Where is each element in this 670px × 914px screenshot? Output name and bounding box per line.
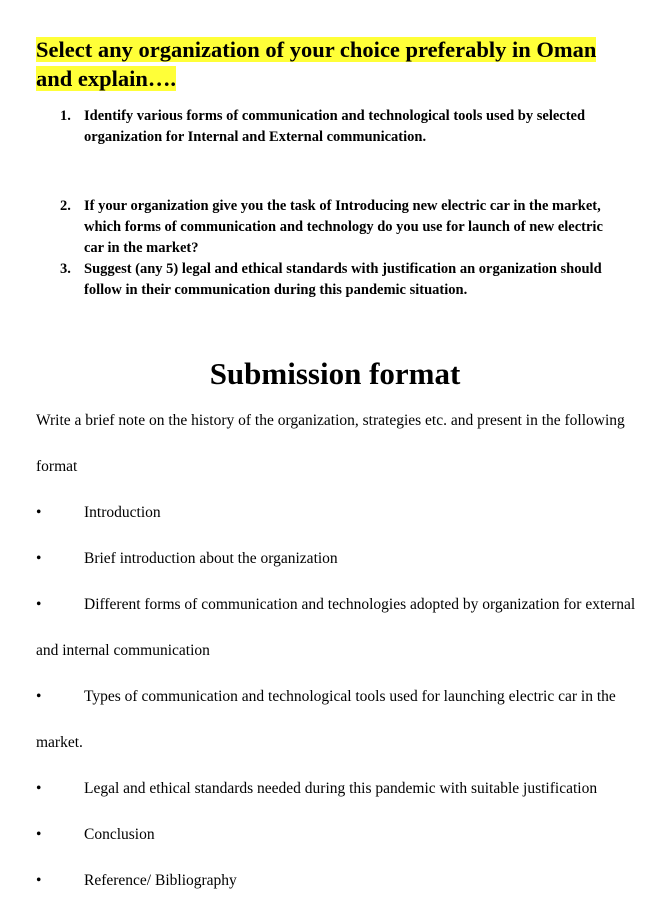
bullet-continuation: and internal communication xyxy=(36,642,210,659)
bullet-symbol: • xyxy=(36,504,42,521)
submission-format-title: Submission format xyxy=(209,356,461,391)
bullet-symbol: • xyxy=(36,550,42,567)
bullet-text: Conclusion xyxy=(84,826,155,843)
question-number: 1. xyxy=(60,108,71,124)
bullet-text: Different forms of communication and technologies adopted by organization for external xyxy=(84,596,636,613)
question-line: car in the market? xyxy=(84,240,199,256)
bullet-text: Reference/ Bibliography xyxy=(84,872,237,889)
question-text xyxy=(84,259,660,301)
assignment-heading xyxy=(36,35,646,93)
question-line: Identify various forms of communication and technological tools used by selected xyxy=(84,108,586,124)
heading-line-2: and explain…. xyxy=(36,66,177,91)
bullet-symbol: • xyxy=(36,826,42,843)
heading-line-1: Select any organization of your choice preferably in Oman xyxy=(36,37,597,62)
bullet-symbol: • xyxy=(36,596,42,613)
question-line: follow in their communication during this pandemic situation. xyxy=(84,282,468,298)
question-line: If your organization give you the task of Introducing new electric car in the market, xyxy=(84,198,601,214)
bullet-symbol: • xyxy=(36,872,42,889)
question-text xyxy=(84,196,660,259)
question-line: organization for Internal and External communication. xyxy=(84,129,427,145)
question-number: 2. xyxy=(60,198,71,214)
intro-paragraph-line-1: Write a brief note on the history of the organization, strategies etc. and present in the following xyxy=(36,412,625,429)
bullet-text: Types of communication and technological tools used for launching electric car in the xyxy=(84,688,616,705)
bullet-continuation: market. xyxy=(36,734,83,751)
question-line: which forms of communication and technology do you use for launch of new electric xyxy=(84,219,603,235)
question-line: Suggest (any 5) legal and ethical standards with justification an organization should xyxy=(84,261,602,277)
bullet-symbol: • xyxy=(36,780,42,797)
question-text xyxy=(84,106,660,148)
intro-paragraph-line-2: format xyxy=(36,458,78,475)
bullet-text: Brief introduction about the organization xyxy=(84,550,338,567)
bullet-text: Introduction xyxy=(84,504,161,521)
bullet-text: Legal and ethical standards needed during this pandemic with suitable justification xyxy=(84,780,598,797)
question-number: 3. xyxy=(60,261,71,277)
bullet-symbol: • xyxy=(36,688,42,705)
